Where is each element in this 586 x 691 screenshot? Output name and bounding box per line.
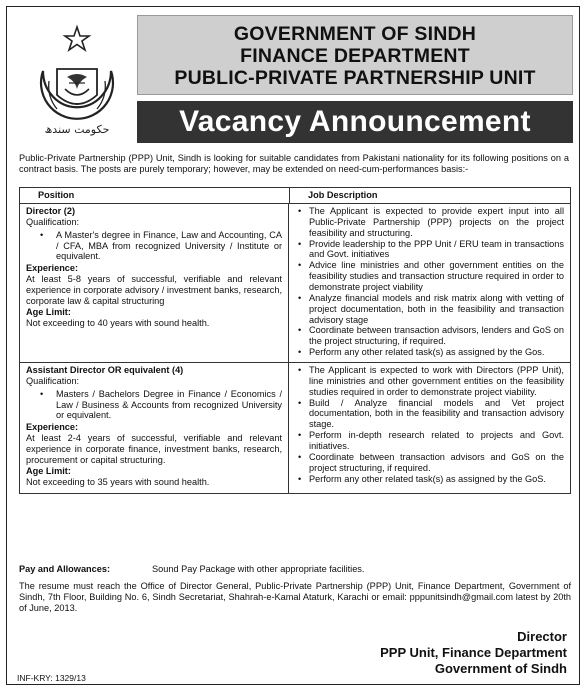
position-cell (20, 363, 289, 493)
age-limit-text: Not exceeding to 40 years with sound health. (26, 317, 210, 328)
vacancy-banner: Vacancy Announcement (137, 101, 573, 143)
list-item: • Provide leadership to the PPP Unit / ERU team in transactions and Govt. initiatives (309, 239, 564, 261)
list-item: • Advice line ministries and other government entities on the feasibility studies and transaction structure required in order to demonstrate project viability (309, 260, 564, 293)
vacancy-advertisement (6, 6, 580, 685)
signature-line-3: Government of Sindh (434, 661, 567, 676)
signature-line-1: Director (517, 629, 567, 644)
pay-label: Pay and Allowances: (19, 564, 111, 574)
emblem-urdu-text: حکومت سندھ (44, 123, 110, 136)
positions-table (19, 187, 571, 494)
qualification-label: Qualification: (26, 375, 80, 386)
experience-text: At least 5-8 years of successful, verifiable and relevant experience in corporate advisory / investment banks, research, corporate law & capital structuring (26, 274, 283, 306)
duties-list (295, 206, 564, 358)
list-item: • Masters / Bachelors Degree in Finance / Economics / Law / Business & Accounts from recognized University or equivalent. (56, 389, 282, 422)
age-limit-text: Not exceeding to 35 years with sound health. (26, 476, 210, 487)
job-description-column-header: Job Description (308, 190, 378, 200)
list-item: • The Applicant is expected to work with Directors (PPP Unit), line ministries and other government entities on the feasibility studies required in order to demonstrate project viability. (309, 365, 564, 398)
signature-line-2: PPP Unit, Finance Department (380, 645, 567, 660)
title-line-3: PUBLIC-PRIVATE PARTNERSHIP UNIT (174, 67, 536, 89)
title-line-1: GOVERNMENT OF SINDH (233, 23, 477, 45)
qualification-label: Qualification: (26, 216, 80, 227)
list-item: • Build / Analyze financial models and Vet project documentation, both in the feasibility and transaction advisory stage. (309, 398, 564, 431)
list-item: • A Master's degree in Finance, Law and Accounting, CA / CFA, MBA from recognized University / Institute or equivalent. (56, 230, 282, 263)
table-row-director (20, 204, 570, 362)
age-limit-label: Age Limit: (26, 306, 71, 317)
table-header (20, 188, 570, 204)
position-cell (20, 204, 289, 362)
list-item: • The Applicant is expected to provide expert input into all Public-Private Partnership (PPP) projects on the project feasibility and structuring. (309, 206, 564, 239)
list-item: • Analyze financial models and risk matrix along with vetting of project documentation, both in the feasibility and transaction advisory stage (309, 293, 564, 326)
list-item: • Coordinate between transaction advisors, lenders and GoS on the project structuring, if required. (309, 325, 564, 347)
experience-label: Experience: (26, 422, 79, 433)
position-title: Director (2) (26, 206, 76, 216)
department-title-box (137, 15, 573, 95)
experience-text: At least 2-4 years of successful, verifiable and relevant experience in corporate finance, investment banks, research, procurement or capital structuring. (26, 433, 283, 465)
position-column-header: Position (20, 188, 290, 203)
qualification-list (26, 389, 282, 422)
reference-number: INF-KRY: 1329/13 (17, 673, 86, 683)
header (7, 7, 579, 149)
list-item: • Perform any other related task(s) as assigned by the Gos. (309, 347, 564, 358)
experience-label: Experience: (26, 263, 79, 274)
pay-and-allowances (19, 564, 571, 575)
pay-value: Sound Pay Package with other appropriate facilities. (152, 564, 365, 574)
job-description-cell (289, 204, 570, 362)
table-row-assistant-director (20, 362, 570, 493)
duties-list (295, 365, 564, 484)
title-line-2: FINANCE DEPARTMENT (240, 45, 470, 67)
list-item: • Perform in-depth research related to projects and Govt. initiatives. (309, 430, 564, 452)
job-description-cell (289, 363, 570, 493)
resume-instructions: The resume must reach the Office of Director General, Public-Private Partnership (PPP) Unit, Finance Department, Government of Sindh, 7th Floor, Building No. 6, Sindh Secretariat, Shahrah-e-Kamal Ataturk, Karachi or email: pppunitsindh@gmail.com latest by 20th of June, 2013. (19, 581, 571, 613)
qualification-list (26, 230, 282, 263)
list-item: • Perform any other related task(s) as assigned by the GoS. (309, 474, 564, 485)
signature-block (380, 629, 567, 677)
age-limit-label: Age Limit: (26, 465, 71, 476)
government-of-sindh-emblem-icon (23, 23, 131, 141)
list-item: • Coordinate between transaction advisors and GoS on the project structuring, if required. (309, 452, 564, 474)
intro-paragraph: Public-Private Partnership (PPP) Unit, Sindh is looking for suitable candidates from Pakistani nationality for its following positions on a contract basis. The posts are purely temporary; however, may be extended on need-cum-performances basis:- (19, 153, 569, 174)
position-title: Assistant Director OR equivalent (4) (26, 365, 184, 376)
